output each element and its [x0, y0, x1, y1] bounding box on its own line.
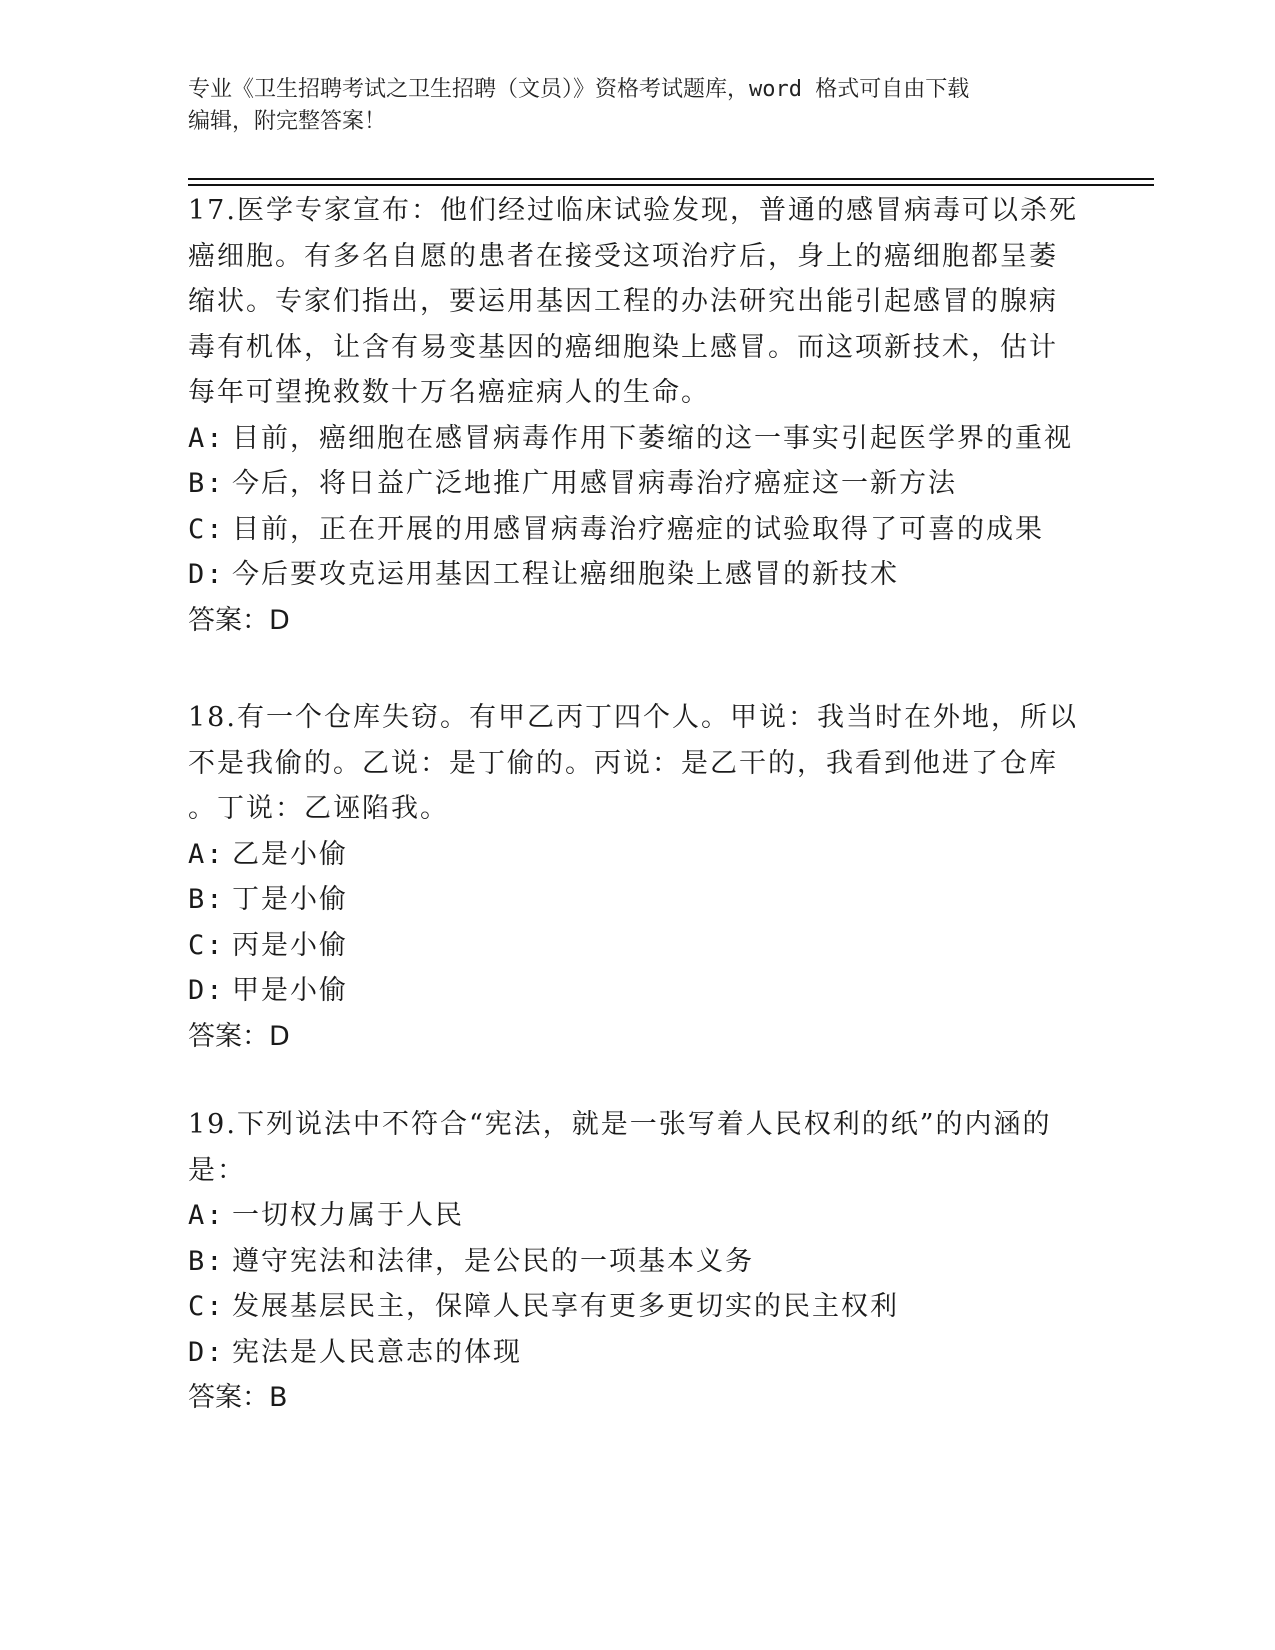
option-text: 乙是小偷 [232, 838, 348, 870]
option-text: 今后要攻克运用基因工程让癌细胞染上感冒的新技术 [232, 559, 899, 590]
option-text: 一切权力属于人民 [232, 1200, 464, 1231]
option-letter: B: [188, 884, 225, 915]
option-letter: D: [188, 1336, 225, 1368]
question-18-line-2: 不是我偷的。乙说：是丁偷的。丙说：是乙干的，我看到他进了仓库 [188, 747, 1058, 779]
question-17-line-2: 癌细胞。有多名自愿的患者在接受这项治疗后，身上的癌细胞都呈萎 [188, 240, 1058, 272]
question-19 [188, 1102, 1088, 1421]
question-17-option-c [188, 507, 1088, 553]
option-text: 宪法是人民意志的体现 [232, 1336, 522, 1368]
question-17-line-1: 17.医学专家宣布：他们经过临床试验发现，普通的感冒病毒可以杀死 [188, 195, 1078, 226]
question-18-option-b [188, 877, 1088, 923]
option-letter: A: [188, 1200, 225, 1231]
option-text: 丁是小偷 [232, 884, 348, 915]
document-header [188, 74, 1088, 138]
header-rule-bottom [188, 184, 1154, 186]
option-text: 目前，癌细胞在感冒病毒作用下萎缩的这一事实引起医学界的重视 [232, 422, 1073, 454]
option-letter: C: [188, 513, 225, 545]
option-text: 遵守宪法和法律，是公民的一项基本义务 [232, 1245, 754, 1277]
option-text: 甲是小偷 [232, 975, 348, 1006]
question-19-answer: 答案：B [188, 1382, 288, 1413]
question-17 [188, 188, 1088, 643]
question-18-option-a [188, 832, 1088, 878]
option-letter: A: [188, 838, 225, 870]
option-letter: B: [188, 468, 225, 499]
question-19-option-a [188, 1193, 1088, 1239]
option-text: 发展基层民主，保障人民享有更多更切实的民主权利 [232, 1291, 899, 1322]
question-17-line-5: 每年可望挽救数十万名癌症病人的生命。 [188, 377, 710, 408]
question-18-line-3: 。丁说：乙诬陷我。 [188, 793, 449, 824]
header-line-2: 编辑，附完整答案！ [188, 109, 387, 134]
header-rule-top [188, 178, 1154, 180]
option-letter: D: [188, 559, 225, 590]
option-text: 今后，将日益广泛地推广用感冒病毒治疗癌症这一新方法 [232, 468, 957, 499]
option-text: 目前，正在开展的用感冒病毒治疗癌症的试验取得了可喜的成果 [232, 513, 1044, 545]
question-18-option-c [188, 923, 1088, 969]
question-17-option-d [188, 552, 1088, 598]
question-19-line-1: 19.下列说法中不符合“宪法，就是一张写着人民权利的纸”的内涵的 [188, 1109, 1052, 1140]
question-19-option-d [188, 1330, 1088, 1376]
question-18-answer: 答案：D [188, 1020, 290, 1052]
option-letter: D: [188, 975, 225, 1006]
question-18 [188, 695, 1088, 1059]
question-17-line-3: 缩状。专家们指出，要运用基因工程的办法研究出能引起感冒的腺病 [188, 286, 1058, 317]
option-letter: C: [188, 1291, 225, 1322]
question-19-option-c [188, 1284, 1088, 1330]
question-19-line-2: 是： [188, 1154, 246, 1186]
question-17-option-a [188, 416, 1088, 462]
question-18-line-1: 18.有一个仓库失窃。有甲乙丙丁四个人。甲说：我当时在外地，所以 [188, 702, 1078, 733]
header-line-1: 专业《卫生招聘考试之卫生招聘（文员）》资格考试题库，word 格式可自由下载 [188, 77, 970, 102]
option-letter: B: [188, 1245, 225, 1277]
question-17-line-4: 毒有机体，让含有易变基因的癌细胞染上感冒。而这项新技术，估计 [188, 331, 1058, 363]
question-19-option-b [188, 1239, 1088, 1285]
option-text: 丙是小偷 [232, 929, 348, 961]
option-letter: A: [188, 422, 225, 454]
option-letter: C: [188, 929, 225, 961]
question-17-option-b [188, 461, 1088, 507]
question-17-answer: 答案：D [188, 604, 290, 636]
question-18-option-d [188, 968, 1088, 1014]
